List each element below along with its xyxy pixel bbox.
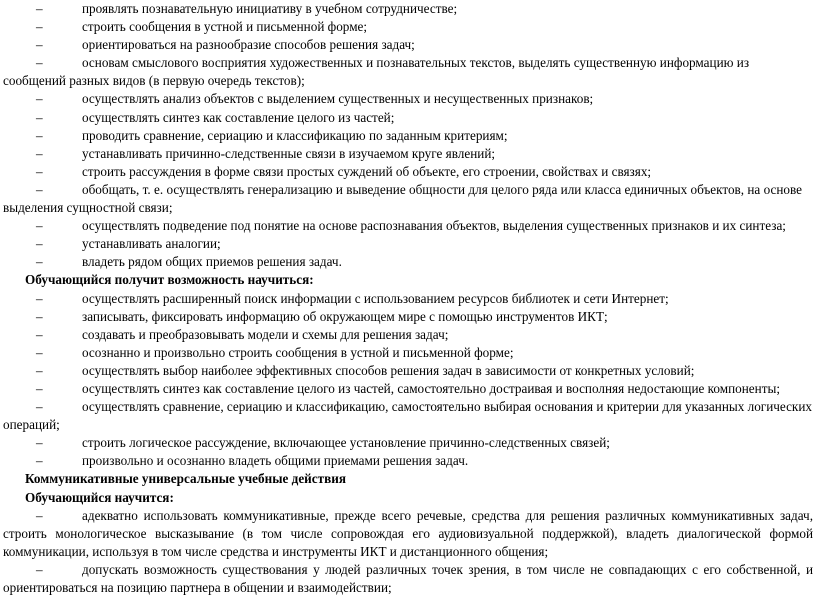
opportunity-heading: Обучающийся получит возможность научиться:: [25, 272, 314, 288]
dash-marker: –: [36, 145, 43, 161]
list-item-text: осуществлять анализ объектов с выделением существенных и несущественных признаков;: [82, 91, 594, 107]
dash-marker: –: [36, 55, 43, 71]
list-item-text: создавать и преобразовывать модели и схемы для решения задач;: [82, 326, 449, 342]
list-item: [3, 217, 813, 235]
list-item: [3, 344, 813, 362]
list-item: [3, 109, 813, 127]
list-item: [3, 127, 813, 145]
dash-marker: –: [36, 1, 43, 16]
communication-skills-list: [3, 507, 813, 597]
dash-marker: –: [36, 308, 43, 324]
list-item: [3, 398, 813, 434]
dash-marker: –: [36, 19, 43, 35]
list-item-text: осуществлять синтез как составление целого из частей;: [82, 109, 395, 125]
list-item-text: владеть рядом общих приемов решения задач.: [82, 254, 342, 270]
list-item: [3, 18, 813, 36]
section-title: Коммуникативные универсальные учебные действия: [25, 471, 346, 487]
list-item-text: устанавливать аналогии;: [82, 236, 221, 252]
list-item-text: осуществлять выбор наиболее эффективных способов решения задач в зависимости от конкретных условий;: [82, 362, 695, 378]
list-item: [3, 452, 813, 470]
list-item: [3, 54, 813, 90]
list-item-text: осознанно и произвольно строить сообщения в устной и письменной форме;: [82, 344, 514, 360]
dash-marker: –: [36, 561, 43, 577]
list-item: [3, 36, 813, 54]
list-item-text: записывать, фиксировать информацию об окружающем мире с помощью инструментов ИКТ;: [82, 308, 608, 324]
dash-marker: –: [36, 344, 43, 360]
list-item-text: осуществлять сравнение, сериацию и классификацию, самостоятельно выбирая основания и критерии для указанных логических операций;: [3, 399, 812, 433]
list-item-text: основам смыслового восприятия художественных и познавательных текстов, выделять существенную информацию из сообщений разных видов (в первую очередь текстов);: [3, 55, 750, 89]
list-item: [3, 235, 813, 253]
list-item-text: строить рассуждения в форме связи простых суждений об объекте, его строении, свойствах и связях;: [82, 163, 652, 179]
list-item-text: осуществлять подведение под понятие на основе распознавания объектов, выделения существенных признаков и их синтеза;: [82, 218, 786, 234]
dash-marker: –: [36, 507, 43, 523]
dash-marker: –: [36, 91, 43, 107]
list-item: [3, 308, 813, 326]
dash-marker: –: [36, 254, 43, 270]
list-item-text: осуществлять расширенный поиск информации с использованием ресурсов библиотек и сети Интернет;: [82, 290, 669, 306]
list-item-text: обобщать, т. е. осуществлять генерализацию и выведение общности для целого ряда или класса единичных объектов, на основе выделения сущностной связи;: [3, 181, 803, 216]
list-item-text: произвольно и осознанно владеть общими приемами решения задач.: [82, 453, 469, 469]
dash-marker: –: [36, 236, 43, 252]
list-item: [3, 181, 813, 217]
list-item-text: допускать возможность существования у людей различных точек зрения, в том числе не совпадающих с его собственной, и ориентироваться на позицию партнера в общении и взаимодействии;: [3, 561, 813, 595]
dash-marker: –: [36, 37, 43, 53]
list-item-text: проявлять познавательную инициативу в учебном сотрудничестве;: [82, 1, 458, 16]
list-item-text: строить логическое рассуждение, включающее установление причинно-следственных связей;: [82, 435, 610, 451]
dash-marker: –: [36, 109, 43, 125]
list-item-text: строить сообщения в устной и письменной форме;: [82, 19, 368, 35]
list-item: [3, 326, 813, 344]
list-item: [3, 253, 813, 271]
list-item-text: ориентироваться на разнообразие способов решения задач;: [82, 37, 415, 53]
list-item: [3, 380, 813, 398]
list-item-text: устанавливать причинно-следственные связи в изучаемом круге явлений;: [82, 145, 496, 161]
dash-marker: –: [36, 362, 43, 378]
dash-marker: –: [36, 163, 43, 179]
list-item: [3, 362, 813, 380]
list-item-text: адекватно использовать коммуникативные, прежде всего речевые, средства для решения различных коммуникативных задач, строить монологическое высказывание (в том числе сопровождая его аудиовизуальной поддержкой), владеть диалогической формой коммуникации, используя в том числе средства и инструменты ИКТ и дистанционного общения;: [3, 507, 813, 559]
list-item: [3, 561, 813, 597]
list-item-text: проводить сравнение, сериацию и классификацию по заданным критериям;: [82, 127, 508, 143]
dash-marker: –: [36, 399, 43, 415]
dash-marker: –: [36, 453, 43, 469]
list-item: [3, 145, 813, 163]
dash-marker: –: [36, 218, 43, 234]
list-item: [3, 90, 813, 108]
dash-marker: –: [36, 435, 43, 451]
cognitive-skills-list: [3, 0, 813, 271]
dash-marker: –: [36, 326, 43, 342]
list-item: [3, 290, 813, 308]
list-item: [3, 507, 813, 561]
advanced-skills-list: [3, 290, 813, 471]
dash-marker: –: [36, 290, 43, 306]
dash-marker: –: [36, 181, 43, 197]
dash-marker: –: [36, 127, 43, 143]
list-item-text: осуществлять синтез как составление целого из частей, самостоятельно достраивая и восполняя недостающие компоненты;: [82, 380, 781, 396]
learn-heading: Обучающийся научится:: [25, 489, 174, 505]
list-item: [3, 434, 813, 452]
dash-marker: –: [36, 380, 43, 396]
list-item: [3, 0, 813, 18]
list-item: [3, 163, 813, 181]
